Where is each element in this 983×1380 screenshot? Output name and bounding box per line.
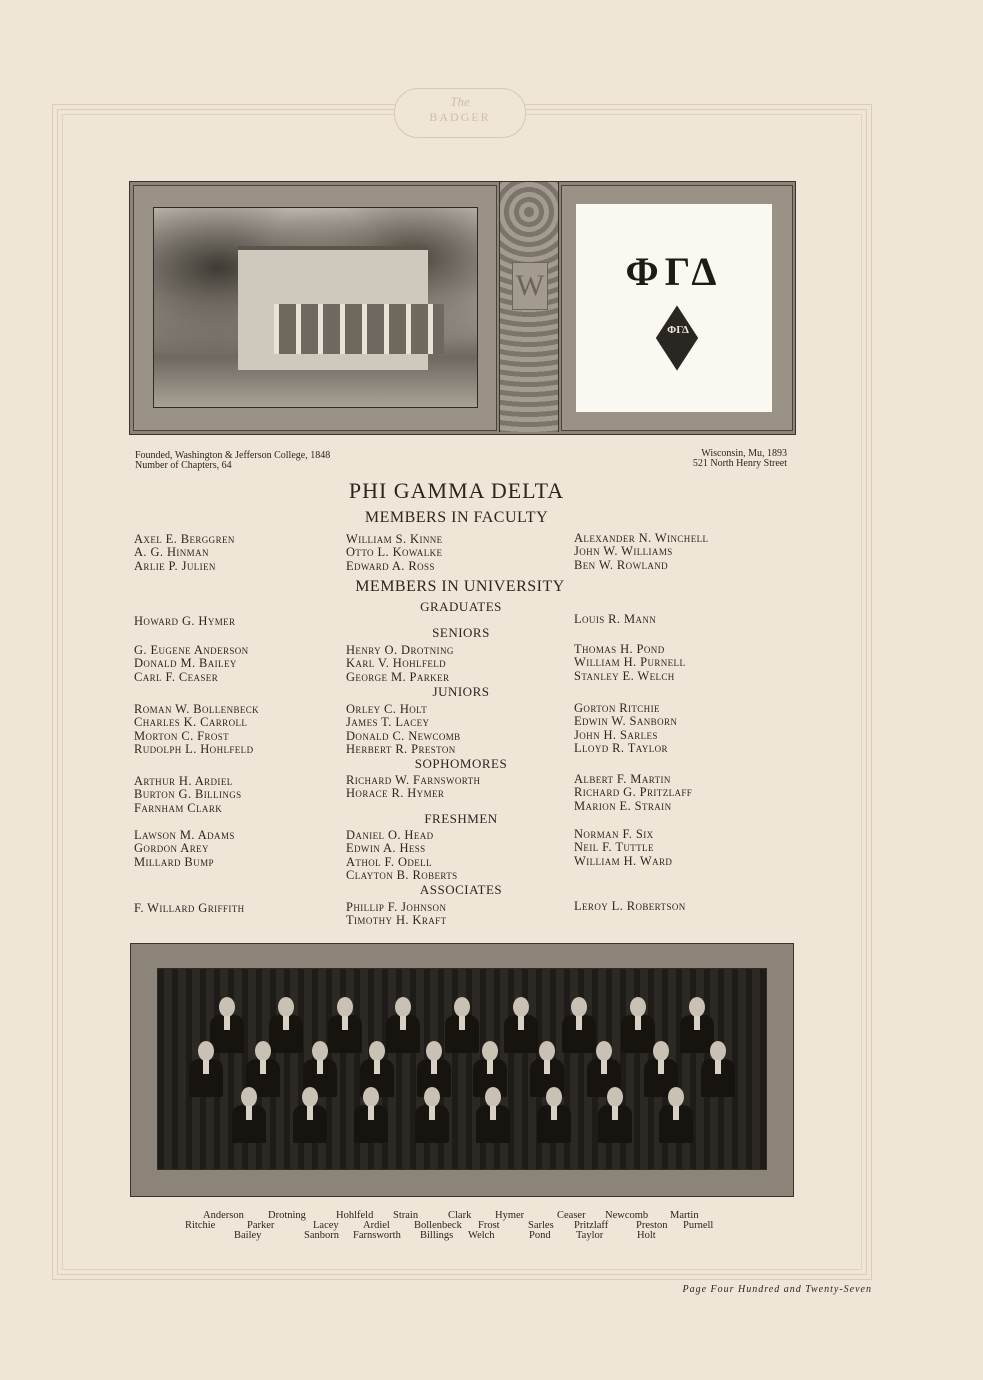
member-name: Henry O. Drotning bbox=[346, 643, 454, 657]
member-name: John H. Sarles bbox=[574, 727, 658, 742]
member-name: Axel E. Berggren bbox=[134, 532, 235, 546]
juniors-col-1 bbox=[134, 703, 259, 757]
member-name: Donald M. Bailey bbox=[134, 656, 237, 671]
faculty-col-2 bbox=[346, 533, 443, 573]
member-name: A. G. Hinman bbox=[134, 545, 209, 560]
member-name: Burton G. Billings bbox=[134, 787, 242, 802]
member-name: Daniel O. Head bbox=[346, 828, 434, 842]
member-name: Edward A. Ross bbox=[346, 558, 435, 573]
graduates-heading: GRADUATES bbox=[420, 599, 502, 614]
logo-badger: BADGER bbox=[429, 110, 491, 124]
caption-name: Sarles bbox=[528, 1220, 554, 1231]
chapters-count: Number of Chapters, 64 bbox=[135, 460, 232, 471]
university-heading: MEMBERS IN UNIVERSITY bbox=[355, 578, 565, 595]
caption-name: Anderson bbox=[203, 1210, 244, 1221]
person-figure bbox=[537, 1087, 571, 1143]
crest-frame bbox=[561, 185, 793, 431]
caption-name: Welch bbox=[468, 1230, 495, 1241]
member-name: Lawson M. Adams bbox=[134, 828, 235, 842]
caption-name: Purnell bbox=[683, 1220, 714, 1231]
member-name: William H. Purnell bbox=[574, 655, 686, 670]
house-porch bbox=[274, 304, 444, 354]
associates-heading: ASSOCIATES bbox=[419, 882, 503, 897]
photo-row-front bbox=[158, 1087, 766, 1143]
member-name: Donald C. Newcomb bbox=[346, 728, 461, 743]
caption-name: Clark bbox=[448, 1210, 472, 1221]
person-figure bbox=[232, 1087, 266, 1143]
member-name: Otto L. Kowalke bbox=[346, 545, 443, 560]
caption-name: Strain bbox=[393, 1210, 419, 1221]
juniors-col-2 bbox=[346, 703, 461, 757]
caption-name: Bollenbeck bbox=[414, 1220, 462, 1231]
juniors-heading: JUNIORS bbox=[432, 684, 490, 699]
greek-letters: ΦΓΔ bbox=[625, 249, 723, 294]
member-name: Arthur H. Ardiel bbox=[134, 774, 233, 788]
caption-name: Frost bbox=[478, 1220, 500, 1231]
freshmen-col-1 bbox=[134, 829, 235, 869]
wisconsin-w-emblem: W bbox=[512, 262, 548, 310]
member-name: Howard G. Hymer bbox=[134, 614, 236, 628]
member-name: Rudolph L. Hohlfeld bbox=[134, 742, 254, 757]
member-name: Gordon Arey bbox=[134, 841, 209, 856]
founding-info bbox=[135, 451, 330, 471]
member-name: Richard G. Pritzlaff bbox=[574, 785, 693, 800]
member-name: Morton C. Frost bbox=[134, 728, 230, 743]
caption-name: Sanborn bbox=[304, 1230, 339, 1241]
faculty-col-1 bbox=[134, 533, 235, 573]
chapter-line: Wisconsin, Mu, 1893 bbox=[701, 448, 787, 459]
house-photo-frame bbox=[133, 185, 497, 431]
seniors-col-2 bbox=[346, 644, 454, 684]
person-figure bbox=[476, 1087, 510, 1143]
member-name: Marion E. Strain bbox=[574, 798, 672, 813]
member-name: William S. Kinne bbox=[346, 532, 443, 546]
chapter-info bbox=[580, 449, 787, 469]
member-name: Timothy H. Kraft bbox=[346, 913, 447, 928]
seniors-heading: SENIORS bbox=[432, 625, 490, 640]
person-figure bbox=[415, 1087, 449, 1143]
associates-col-3 bbox=[574, 900, 686, 913]
member-name: Neil F. Tuttle bbox=[574, 840, 654, 855]
member-name: Edwin W. Sanborn bbox=[574, 714, 678, 729]
caption-name: Preston bbox=[636, 1220, 668, 1231]
member-name: Roman W. Bollenbeck bbox=[134, 702, 260, 716]
member-name: Ben W. Rowland bbox=[574, 557, 669, 572]
sophomores-heading: SOPHOMORES bbox=[414, 756, 508, 771]
caption-name: Billings bbox=[420, 1230, 454, 1241]
group-photo-panel bbox=[130, 943, 794, 1197]
member-name: Clayton B. Roberts bbox=[346, 868, 458, 883]
member-name: Herbert R. Preston bbox=[346, 742, 456, 757]
associates-col-2 bbox=[346, 901, 446, 928]
member-name: Carl F. Ceaser bbox=[134, 669, 219, 684]
caption-name: Pond bbox=[529, 1230, 551, 1241]
person-figure bbox=[354, 1087, 388, 1143]
person-figure bbox=[293, 1087, 327, 1143]
caption-name: Pritzlaff bbox=[574, 1220, 609, 1231]
caption-name: Bailey bbox=[234, 1230, 262, 1241]
member-name: Lloyd R. Taylor bbox=[574, 741, 668, 756]
badger-header-logo bbox=[394, 88, 526, 138]
member-name: Phillip F. Johnson bbox=[346, 900, 447, 914]
member-name: George M. Parker bbox=[346, 669, 450, 684]
page-title: PHI GAMMA DELTA bbox=[348, 478, 565, 503]
founded-line: Founded, Washington & Jefferson College, 1848 bbox=[135, 450, 331, 461]
sophomores-col-1 bbox=[134, 775, 242, 815]
chapter-house-photo bbox=[153, 207, 478, 408]
member-name: Albert F. Martin bbox=[574, 772, 671, 786]
member-name: James T. Lacey bbox=[346, 715, 430, 730]
caption-name: Newcomb bbox=[605, 1210, 649, 1221]
chapter-house-panel bbox=[129, 181, 796, 435]
freshmen-col-3 bbox=[574, 828, 672, 868]
caption-name: Lacey bbox=[313, 1220, 339, 1231]
person-figure bbox=[598, 1087, 632, 1143]
member-name: F. Willard Griffith bbox=[134, 901, 245, 915]
page-number: Page Four Hundred and Twenty-Seven bbox=[682, 1284, 872, 1295]
caption-name: Martin bbox=[670, 1210, 699, 1221]
caption-name: Ritchie bbox=[185, 1220, 216, 1231]
juniors-col-3 bbox=[574, 702, 677, 756]
freshmen-col-2 bbox=[346, 829, 458, 883]
badge-letters: ΦΓΔ bbox=[667, 324, 689, 336]
member-name: Orley C. Holt bbox=[346, 702, 428, 716]
member-name: Alexander N. Winchell bbox=[574, 531, 709, 545]
member-name: Horace R. Hymer bbox=[346, 786, 445, 801]
logo-the: The bbox=[450, 94, 470, 109]
member-name: Gorton Ritchie bbox=[574, 701, 660, 715]
member-name: William H. Ward bbox=[574, 853, 673, 868]
member-name: Stanley E. Welch bbox=[574, 668, 675, 683]
person-figure bbox=[659, 1087, 693, 1143]
member-name: Millard Bump bbox=[134, 854, 214, 869]
member-name: Leroy L. Robertson bbox=[574, 899, 686, 913]
caption-name: Drotning bbox=[268, 1210, 306, 1221]
member-name: Athol F. Odell bbox=[346, 854, 432, 869]
member-name: Farnham Clark bbox=[134, 800, 223, 815]
member-name: Karl V. Hohlfeld bbox=[346, 656, 447, 671]
caption-name: Ceaser bbox=[557, 1210, 586, 1221]
chapter-address: 521 North Henry Street bbox=[692, 458, 787, 469]
caption-name: Ardiel bbox=[363, 1220, 390, 1231]
seniors-col-3 bbox=[574, 643, 685, 683]
caption-name: Parker bbox=[247, 1220, 275, 1231]
member-name: Richard W. Farnsworth bbox=[346, 773, 481, 787]
faculty-col-3 bbox=[574, 532, 708, 572]
member-name: Thomas H. Pond bbox=[574, 642, 665, 656]
sophomores-col-2 bbox=[346, 774, 480, 801]
caption-name: Hymer bbox=[495, 1210, 525, 1221]
seniors-col-1 bbox=[134, 644, 249, 684]
member-name: Arlie P. Julien bbox=[134, 558, 216, 573]
member-name: G. Eugene Anderson bbox=[134, 643, 249, 657]
member-name: Charles K. Carroll bbox=[134, 715, 248, 730]
fraternity-crest bbox=[576, 204, 772, 412]
freshmen-heading: FRESHMEN bbox=[424, 811, 498, 826]
member-name: Edwin A. Hess bbox=[346, 841, 426, 856]
caption-name: Hohlfeld bbox=[336, 1210, 374, 1221]
member-name: Norman F. Six bbox=[574, 827, 654, 841]
member-name: John W. Williams bbox=[574, 544, 673, 559]
caption-name: Holt bbox=[637, 1230, 656, 1241]
member-name: Louis R. Mann bbox=[574, 612, 657, 626]
faculty-heading: MEMBERS IN FACULTY bbox=[364, 509, 549, 526]
diamond-badge-icon bbox=[656, 305, 698, 370]
decorative-scroll-panel bbox=[499, 182, 559, 432]
caption-name: Farnsworth bbox=[353, 1230, 401, 1241]
caption-name: Taylor bbox=[576, 1230, 604, 1241]
sophomores-col-3 bbox=[574, 773, 692, 813]
group-photo bbox=[157, 968, 767, 1170]
associates-col-1 bbox=[134, 902, 245, 915]
